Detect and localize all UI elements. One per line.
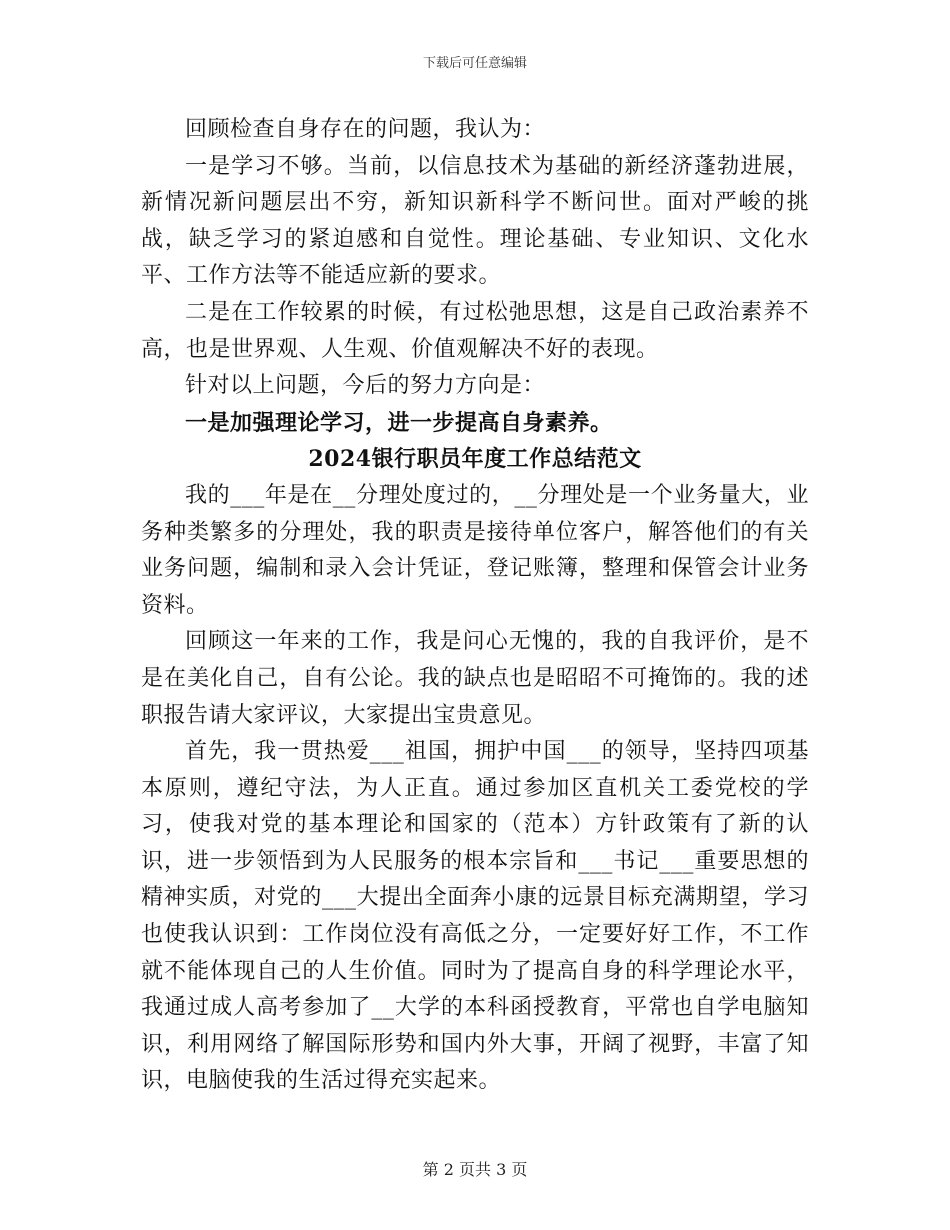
section-title: 2024银行职员年度工作总结范文 bbox=[308, 446, 642, 473]
paragraph-political-study: 首先，我一贯热爱___祖国，拥护中国___的领导，坚持四项基本原则，遵纪守法，为人正直。通过参加区直机关工委党校的学习，使我对党的基本理论和国家的（范本）方针政策有了新的认识，进一步领悟到为人民服务的根本宗旨和___书记___重要思想的精神实质，对党的___大提出全面奔小康的远景目标充满期望，学习也使我认识到：工作岗位没有高低之分，一定要好好工作，不工作就不能体现自己的人生价值。同时为了提高自身的科学理论水平，我通过成人高考参加了__大学的本科函授教育，平常也自学电脑知识，利用网络了解国际形势和国内外大事，开阔了视野，丰富了知识，电脑使我的生活过得充实起来。 bbox=[141, 739, 809, 1094]
page-header: 下载后可任意编辑 bbox=[422, 56, 527, 71]
paragraph-branch-duties: 我的___年是在__分理处度过的，__分理处是一个业务量大，业务种类繁多的分理处，我的职责是接待单位客户，解答他们的有关业务问题，编制和录入会计凭证，登记账簿，整理和保管会计业务资料。 bbox=[141, 482, 809, 618]
paragraph-strengthen-theory: 一是加强理论学习，进一步提高自身素养。 bbox=[185, 409, 613, 436]
paragraph-self-evaluation: 回顾这一年来的工作，我是问心无愧的，我的自我评价，是不是在美化自己，自有公论。我的缺点也是昭昭不可掩饰的。我的述职报告请大家评议，大家提出宝贵意见。 bbox=[141, 629, 809, 728]
document-body bbox=[141, 112, 809, 1100]
paragraph-relaxed-thinking: 二是在工作较累的时候，有过松弛思想，这是自己政治素养不高，也是世界观、人生观、价值观解决不好的表现。 bbox=[141, 299, 809, 362]
paragraph-insufficient-study: 一是学习不够。当前，以信息技术为基础的新经济蓬勃进展，新情况新问题层出不穷，新知识新科学不断问世。面对严峻的挑战，缺乏学习的紧迫感和自觉性。理论基础、专业知识、文化水平、工作方法等不能适应新的要求。 bbox=[141, 153, 809, 289]
page-number: 第 2 页共 3 页 bbox=[422, 1160, 528, 1179]
paragraph-review-problems: 回顾检查自身存在的问题，我认为： bbox=[185, 117, 546, 142]
paragraph-future-direction: 针对以上问题，今后的努力方向是： bbox=[185, 373, 546, 399]
